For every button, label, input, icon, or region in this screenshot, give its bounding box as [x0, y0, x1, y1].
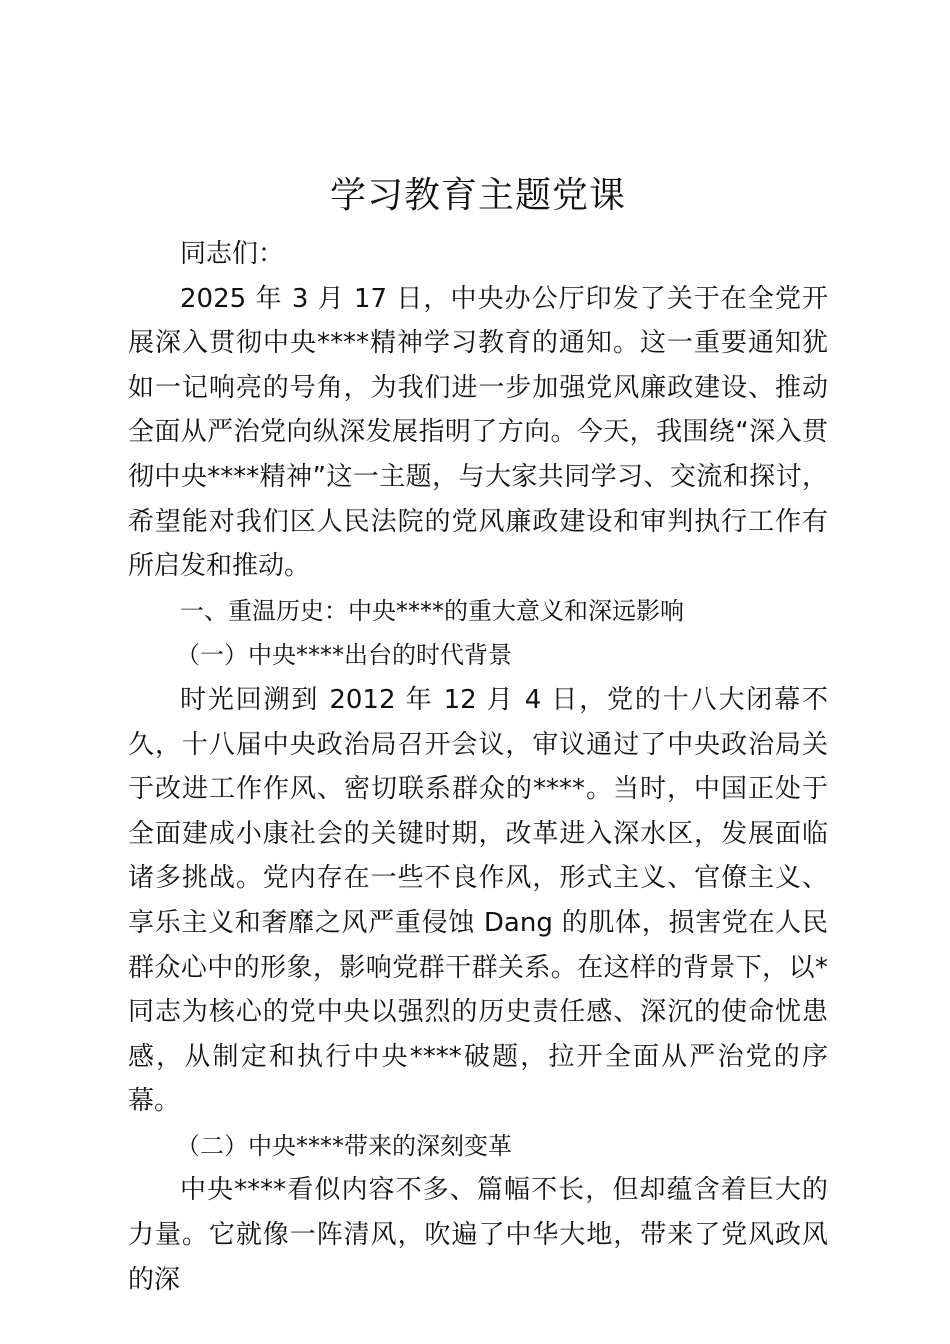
document-title: 学习教育主题党课 [329, 175, 626, 216]
subsection-1-body: 时光回溯到 2012 年 12 月 4 日，党的十八大闭幕不久，十八届中央政治局召开会议，审议通过了中央政治局关于改进工作作风、密切联系群众的****。当时，中国正处于全面建成小康社会的关键时期，改革进入深水区，发展面临诸多挑战。党内存在一些不良作风，形式主义、官僚主义、享乐主义和奢靡之风严重侵蚀 Dang 的肌体，损害党在人民群众心中的形象，影响党群干群关系。在这样的背景下，以*同志为核心的党中央以强烈的历史责任感、深沉的使命忧患感，从制定和执行中央****破题，拉开全面从严治党的序幕。 [128, 684, 828, 1117]
salutation: 同志们： [180, 239, 285, 269]
intro-paragraph: 2025 年 3 月 17 日，中央办公厅印发了关于在全党开展深入贯彻中央****精神学习教育的通知。这一重要通知犹如一记响亮的号角，为我们进一步加强党风廉政建设、推动全面从严治党向纵深发展指明了方向。今天，我围绕“深入贯彻中央****精神”这一主题，与大家共同学习、交流和探讨，希望能对我们区人民法院的党风廉政建设和审判执行工作有所启发和推动。 [128, 283, 828, 582]
section-1-heading: 一、重温历史：中央****的重大意义和深远影响 [180, 596, 684, 625]
subsection-2-heading: （二）中央****带来的深刻变革 [176, 1131, 512, 1160]
subsection-1-heading: （一）中央****出台的时代背景 [176, 641, 512, 670]
document-page [128, 172, 828, 1302]
subsection-2-body: 中央****看似内容不多、篇幅不长，但却蕴含着巨大的力量。它就像一阵清风，吹遍了中华大地，带来了党风政风的深 [128, 1175, 828, 1295]
